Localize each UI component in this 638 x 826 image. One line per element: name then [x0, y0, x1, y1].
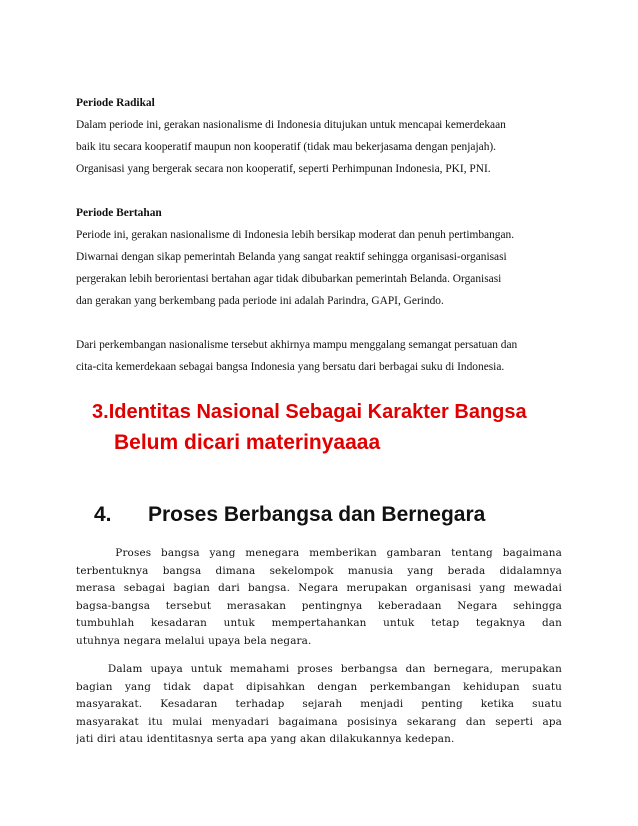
- paragraph-line: Proses bangsa yang menegara memberikan gambaran tentang bagaimana: [76, 547, 562, 559]
- paragraph-1: [76, 545, 562, 651]
- paragraph-line: terbentuknya bangsa dimana sekelompok manusia yang berada didalamnya: [76, 564, 562, 577]
- section-periode-radikal: [76, 92, 576, 180]
- section-title: Periode Radikal: [76, 97, 155, 109]
- heading-3-number: 3.: [92, 401, 109, 423]
- heading-4: [94, 500, 485, 530]
- heading-4-number: 4.: [94, 503, 112, 526]
- paragraph-line: merasa sebagai bagian dari bangsa. Negara merupakan organisasi yang mewadai: [76, 582, 562, 595]
- body-line: Dari perkembangan nasionalisme tersebut akhirnya mampu menggalang semangat persatuan dan: [76, 339, 518, 351]
- paragraph-line: bagsa-bangsa tersebut merasakan pentingnya keberadaan Negara sehingga: [76, 599, 562, 612]
- body-line: dan gerakan yang berkembang pada periode ini adalah Parindra, GAPI, Gerindo.: [76, 295, 444, 307]
- heading-3-title: Identitas Nasional Sebagai Karakter Bangsa: [108, 401, 527, 423]
- paragraph-line: Dalam upaya untuk memahami proses berbangsa dan bernegara, merupakan: [76, 663, 562, 675]
- section-periode-bertahan: [76, 202, 576, 312]
- paragraph-line: masyarakat. Kesadaran terhadap sejarah menjadi penting ketika suatu: [76, 698, 562, 711]
- heading-4-title: Proses Berbangsa dan Bernegara: [148, 503, 486, 526]
- body-line: Diwarnai dengan sikap pemerintah Belanda yang sangat reaktif sehingga organisasi-organisasi: [76, 251, 507, 263]
- paragraph-2: [76, 661, 562, 749]
- paragraph-line: masyarakat itu mulai menyadari bagaimana posisinya sekarang dan seperti apa: [76, 715, 562, 728]
- body-line: Periode ini, gerakan nasionalisme di Indonesia lebih bersikap moderat dan penuh pertimbangan.: [76, 229, 515, 241]
- paragraph-line: utuhnya negara melalui upaya bela negara.: [76, 634, 312, 647]
- body-line: pergerakan lebih berorientasi bertahan agar tidak dibubarkan pemerintah Belanda. Organisasi: [76, 273, 502, 285]
- heading-3-note: Belum dicari materinyaaaa: [114, 431, 381, 454]
- section-title: Periode Bertahan: [76, 207, 162, 219]
- section-kesimpulan: [76, 334, 576, 378]
- heading-3: [92, 398, 527, 426]
- paragraph-line: bagian yang tidak dapat dipisahkan dengan perkembangan kehidupan suatu: [76, 680, 562, 693]
- body-line: Organisasi yang bergerak secara non kooperatif, seperti Perhimpunan Indonesia, PKI, PNI.: [76, 163, 491, 175]
- paragraph-line: tumbuhlah kesadaran untuk mempertahankan untuk tetap tegaknya dan: [76, 617, 562, 630]
- body-line: baik itu secara kooperatif maupun non kooperatif (tidak mau bekerjasama dengan penjajah).: [76, 141, 497, 153]
- paragraph-line: jati diri atau identitasnya serta apa yang akan dilakukannya kedepan.: [76, 733, 455, 746]
- body-line: cita-cita kemerdekaan sebagai bangsa Indonesia yang bersatu dari berbagai suku di Indonesia.: [76, 361, 505, 373]
- body-line: Dalam periode ini, gerakan nasionalisme di Indonesia ditujukan untuk mencapai kemerdekaan: [76, 119, 506, 131]
